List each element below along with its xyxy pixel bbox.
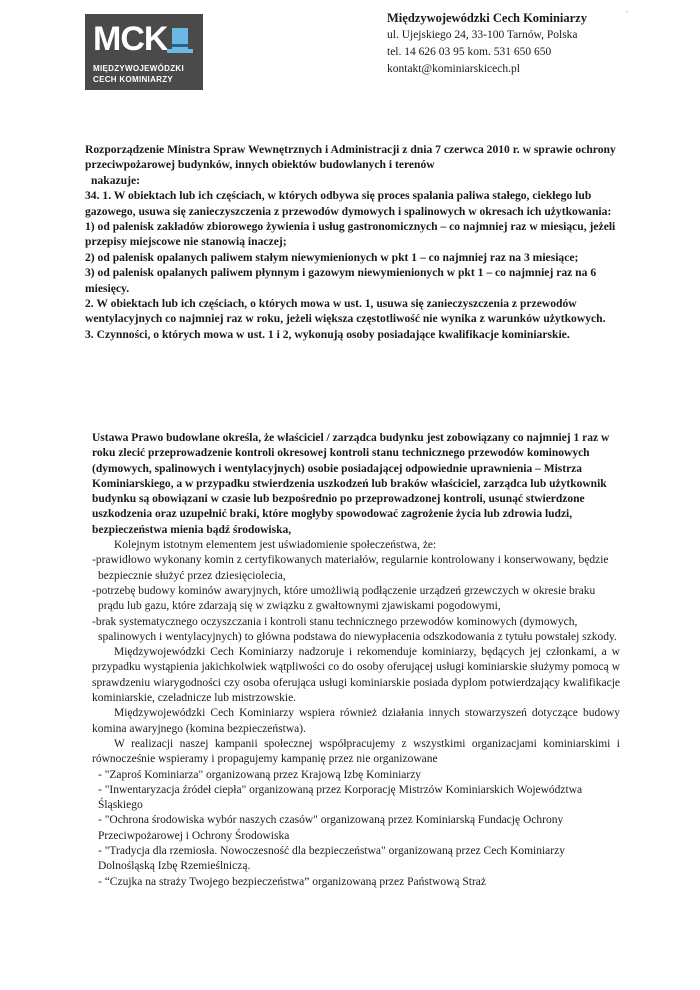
regulation-line: 3. Czynności, o których mowa w ust. 1 i 2, wykonują osoby posiadające kwalifikacje kominiarskie. — [85, 327, 570, 341]
regulation-title: Rozporządzenie Ministra Spraw Wewnętrznych i Administracji z dnia 7 czerwca 2010 r. w sprawie ochrony przeciwpożarowej budynków, innych obiektów budowlanych i terenów — [85, 143, 616, 172]
regulation-line: nakazuje: — [91, 173, 140, 187]
bullet-item: -brak systematycznego oczyszczania i kontroli stanu technicznego przewodów kominowych (dymowych, spalinowych i wentylacyjnych) to główna podstawa do niewypłacenia odszkodowania z tytułu powstałej szkody. — [92, 615, 617, 643]
phone: tel. 14 626 03 95 kom. 531 650 650 — [387, 46, 552, 58]
body-paragraph: Międzywojewódzki Cech Kominiarzy nadzoruje i rekomenduje kominiarzy, będących jej członkami, a w przypadku wystąpienia jakichkolwiek wątpliwości co do osoby oferującej usługi kominiarskie służymy pomocą w sprawdzeniu wiarygodności czy osoba oferująca usługi kominiarskie posiada dyplom potwierdzający kwalifikacje kominiarskie, czeladnicze lub mistrzowskie. — [92, 646, 620, 705]
logo-line-1: MIĘDZYWOJEWÓDZKI — [93, 64, 185, 73]
campaign-item: - “Czujka na straży Twojego bezpieczeństwa” organizowaną przez Państwową Straż — [98, 875, 487, 888]
regulation-line: 34. 1. W obiektach lub ich częściach, w których odbywa się proces spalania paliwa stałego, ciekłego lub gazowego, usuwa się zanieczyszczenia z przewodów dymowych i spalinowych w okresach ich użytkowania: — [85, 189, 612, 218]
regulation-line: 2) od palenisk opalanych paliwem stałym niewymienionych w pkt 1 – co najmniej raz na 3 miesiące; — [85, 250, 579, 264]
campaign-item: - "Tradycja dla rzemiosła. Nowoczesność dla bezpieczeństwa" organizowaną przez Cech Kominiarzy Dolnośląską Izbę Rzemieślniczą. — [98, 845, 565, 873]
logo — [85, 14, 203, 90]
campaign-item: - "Inwentaryzacja źródeł ciepła" organizowaną przez Korporację Mistrzów Kominiarskich Województwa Śląskiego — [98, 783, 583, 812]
law-section — [92, 431, 620, 890]
address: ul. Ujejskiego 24, 33-100 Tarnów, Polska — [387, 29, 578, 41]
body-paragraph: Międzywojewódzki Cech Kominiarzy wspiera również działania innych stowarzyszeń dotyczące budowy komina awaryjnego (komina bezpieczeństwa). — [92, 707, 620, 735]
contact-block — [387, 10, 587, 78]
law-paragraph: Ustawa Prawo budowlane określa, że właściciel / zarządca budynku jest zobowiązany co najmniej 1 raz w roku zlecić przeprowadzenie kontroli okresowej kontroli stanu technicznego przewodów kominowych (dymowych, spalinowych i wentylacyjnych) osobie posiadającej odpowiednie uprawnienia – Mistrza Kominiarskiego, a w przypadku stwierdzenia uszkodzeń lub braków właściciel, zarządca lub użytkownik budynku są obowiązani w czasie lub bezpośrednio po przeprowadzonej kontroli, usunąć stwierdzone uszkodzenia oraz uzupełnić braki, które mogłyby spowodować zagrożenie życia lub zdrowia ludzi, bezpieczeństwa mienia bądź środowiska, — [92, 432, 610, 536]
regulation-line: 3) od palenisk opalanych paliwem płynnym i gazowym niewymienionych w pkt 1 – co najmniej raz na 6 miesięcy. — [85, 266, 597, 295]
logo-line-2: CECH KOMINIARZY — [93, 75, 174, 84]
regulation-line: 1) od palenisk zakładów zbiorowego żywienia i usług gastronomicznych – co najmniej raz w miesiącu, jeżeli przepisy miejscowe nie stanowią inaczej; — [85, 220, 616, 249]
email-link[interactable]: kontakt@kominiarskicech.pl — [387, 63, 520, 75]
campaign-item: - "Ochrona środowiska wybór naszych czasów" organizowaną przez Kominiarską Fundację Ochrony Przeciwpożarowej i Ochrony Środowiska — [98, 814, 564, 842]
body-paragraph: W realizacji naszej kampanii społecznej współpracujemy z wszystkimi organizacjami kominiarskimi i równocześnie wspieramy i propagujemy kampanię przez nie organizowane — [92, 737, 620, 766]
campaign-item: - "Zaproś Kominiarza" organizowaną przez Krajową Izbę Kominiarzy — [98, 768, 422, 781]
logo-mark: MCK — [93, 20, 168, 58]
top-hat-icon — [165, 22, 195, 60]
bullet-item: -potrzebę budowy kominów awaryjnych, które umożliwią podłączenie urządzeń grzewczych w okresie braku prądu lub gazu, które zdarzają się w związku z gwałtownymi zjawiskami pogodowymi, — [92, 584, 596, 613]
regulation-section — [85, 142, 625, 342]
bullet-item: -prawidłowo wykonany komin z certyfikowanych materiałów, regularnie kontrolowany i konserwowany, będzie bezpiecznie służyć przez dziesięciolecia, — [92, 554, 609, 582]
scan-mark: ˚ — [626, 10, 629, 19]
awareness-intro: Kolejnym istotnym elementem jest uświadomienie społeczeństwa, że: — [114, 539, 437, 552]
regulation-line: 2. W obiektach lub ich częściach, o których mowa w ust. 1, usuwa się zanieczyszczenia z przewodów wentylacyjnych co najmniej raz w roku, jeżeli większa częstotliwość nie wynika z warunków użytkowych. — [85, 297, 606, 326]
org-name: Międzywojewódzki Cech Kominiarzy — [387, 11, 587, 25]
